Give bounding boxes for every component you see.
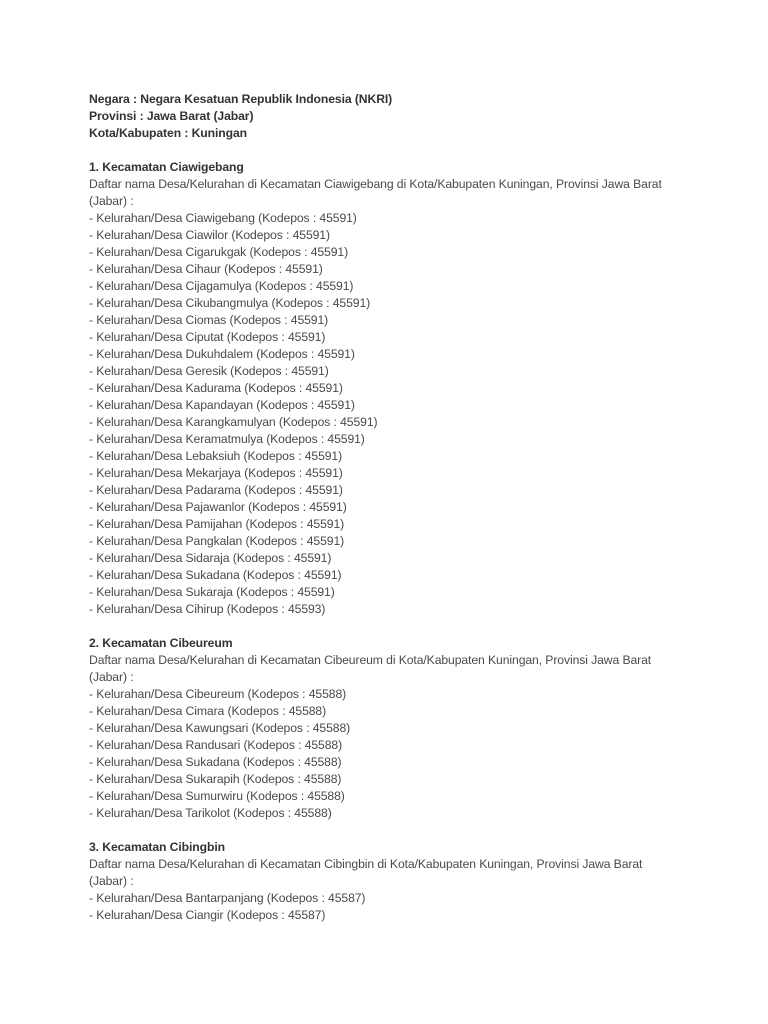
list-item: - Kelurahan/Desa Kapandayan (Kodepos : 45591)	[89, 398, 355, 412]
list-item: - Kelurahan/Desa Cigarukgak (Kodepos : 45591)	[89, 245, 349, 259]
list-item: - Kelurahan/Desa Bantarpanjang (Kodepos : 45587)	[89, 891, 366, 905]
list-item: - Kelurahan/Desa Mekarjaya (Kodepos : 45591)	[89, 466, 343, 480]
list-item: - Kelurahan/Desa Sukadana (Kodepos : 45591)	[89, 568, 342, 582]
list-item: - Kelurahan/Desa Cihirup (Kodepos : 45593)	[89, 602, 326, 616]
list-item: - Kelurahan/Desa Pajawanlor (Kodepos : 45591)	[89, 500, 347, 514]
list-item: - Kelurahan/Desa Cimara (Kodepos : 45588)	[89, 704, 327, 718]
section-title: 3. Kecamatan Cibingbin	[89, 840, 225, 854]
section-kecamatan	[89, 635, 689, 822]
list-item: - Kelurahan/Desa Pamijahan (Kodepos : 45591)	[89, 517, 345, 531]
list-item: - Kelurahan/Desa Sumurwiru (Kodepos : 45588)	[89, 789, 345, 803]
list-item: - Kelurahan/Desa Sukaraja (Kodepos : 45591)	[89, 585, 335, 599]
list-item: - Kelurahan/Desa Sukarapih (Kodepos : 45588)	[89, 772, 342, 786]
sections-container	[89, 159, 689, 924]
list-item: - Kelurahan/Desa Ciputat (Kodepos : 45591)	[89, 330, 326, 344]
list-item: - Kelurahan/Desa Karangkamulyan (Kodepos : 45591)	[89, 415, 378, 429]
list-item: - Kelurahan/Desa Cikubangmulya (Kodepos : 45591)	[89, 296, 371, 310]
list-item: - Kelurahan/Desa Sukadana (Kodepos : 45588)	[89, 755, 342, 769]
list-item: - Kelurahan/Desa Lebaksiuh (Kodepos : 45591)	[89, 449, 343, 463]
section-intro: Daftar nama Desa/Kelurahan di Kecamatan Cibeureum di Kota/Kabupaten Kuningan, Provinsi Jawa Barat (Jabar) :	[89, 653, 652, 684]
header-kota: Kota/Kabupaten : Kuningan	[89, 126, 247, 140]
list-item: - Kelurahan/Desa Ciawilor (Kodepos : 45591)	[89, 228, 330, 242]
list-item: - Kelurahan/Desa Cibeureum (Kodepos : 45588)	[89, 687, 347, 701]
list-item: - Kelurahan/Desa Ciawigebang (Kodepos : 45591)	[89, 211, 357, 225]
list-item: - Kelurahan/Desa Kawungsari (Kodepos : 45588)	[89, 721, 351, 735]
list-item: - Kelurahan/Desa Pangkalan (Kodepos : 45591)	[89, 534, 345, 548]
list-item: - Kelurahan/Desa Randusari (Kodepos : 45588)	[89, 738, 343, 752]
section-title: 2. Kecamatan Cibeureum	[89, 636, 233, 650]
list-item: - Kelurahan/Desa Kadurama (Kodepos : 45591)	[89, 381, 343, 395]
section-kecamatan	[89, 839, 689, 924]
list-item: - Kelurahan/Desa Keramatmulya (Kodepos : 45591)	[89, 432, 365, 446]
list-item: - Kelurahan/Desa Geresik (Kodepos : 45591)	[89, 364, 329, 378]
list-item: - Kelurahan/Desa Dukuhdalem (Kodepos : 45591)	[89, 347, 355, 361]
list-item: - Kelurahan/Desa Ciangir (Kodepos : 45587)	[89, 908, 326, 922]
header-provinsi: Provinsi : Jawa Barat (Jabar)	[89, 109, 254, 123]
section-intro: Daftar nama Desa/Kelurahan di Kecamatan Cibingbin di Kota/Kabupaten Kuningan, Provinsi Jawa Barat (Jabar) :	[89, 857, 643, 888]
list-item: - Kelurahan/Desa Cijagamulya (Kodepos : 45591)	[89, 279, 354, 293]
list-item: - Kelurahan/Desa Padarama (Kodepos : 45591)	[89, 483, 343, 497]
list-item: - Kelurahan/Desa Cihaur (Kodepos : 45591)	[89, 262, 323, 276]
list-item: - Kelurahan/Desa Sidaraja (Kodepos : 45591)	[89, 551, 332, 565]
document-page	[89, 91, 689, 924]
list-item: - Kelurahan/Desa Ciomas (Kodepos : 45591)	[89, 313, 329, 327]
section-title: 1. Kecamatan Ciawigebang	[89, 160, 244, 174]
section-kecamatan	[89, 159, 689, 618]
list-item: - Kelurahan/Desa Tarikolot (Kodepos : 45588)	[89, 806, 332, 820]
section-intro: Daftar nama Desa/Kelurahan di Kecamatan Ciawigebang di Kota/Kabupaten Kuningan, Provinsi Jawa Barat (Jabar) :	[89, 177, 662, 208]
header-negara: Negara : Negara Kesatuan Republik Indonesia (NKRI)	[89, 92, 393, 106]
